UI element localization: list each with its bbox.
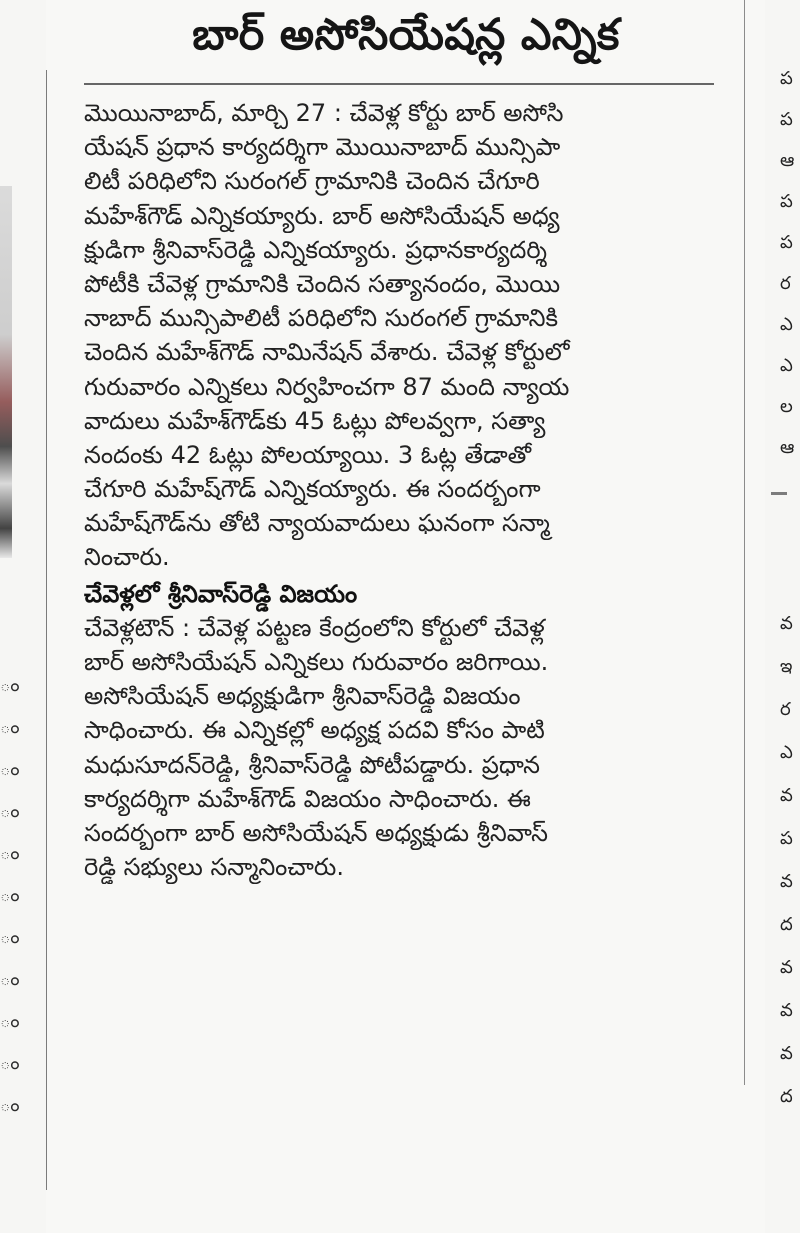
adjacent-text-fragment: ర [780,273,791,294]
adjacent-text-fragment: ఇ [780,656,793,677]
paragraph-2-line: బార్ అసోసియేషన్ ఎన్నికలు గురువారం జరిగాయి. [84,648,549,676]
adjacent-text-fragment: ల [780,396,793,417]
adjacent-text-fragment: ద [780,1086,793,1107]
adjacent-text-fragment: ప [780,232,793,253]
adjacent-text-fragment: ం [0,717,20,738]
paragraph-1-line: నించారు. [84,543,170,572]
adjacent-text-fragment: వ [780,957,793,978]
adjacent-text-fragment: వ [780,785,793,806]
adjacent-text-fragment: ం [0,1095,20,1116]
adjacent-text-fragment: ం [0,801,20,822]
left-adjacent-text-fragments [0,665,20,1127]
paragraph-1-line: పోటీకి చేవెళ్ల గ్రామానికి చెందిన సత్యానందం, మొయి [84,269,561,298]
paragraph-2-line: సాధించారు. ఈ ఎన్నికల్లో అధ్యక్ష పదవి కోసం పాటి [84,716,545,745]
paragraph-1-line: చేగూరి మహేష్‌గౌడ్ ఎన్నికయ్యారు. ఈ సందర్భంగా [84,475,541,504]
paragraph-1-line: యేషన్ ప్రధాన కార్యదర్శిగా మొయినాబాద్ మున్సిపా [84,133,561,162]
adjacent-text-fragment: ప [780,828,793,849]
adjacent-text-fragment: ం [0,1011,20,1032]
adjacent-text-fragment: ర [780,699,791,720]
paragraph-2-line: సందర్భంగా బార్ అసోసియేషన్ అధ్యక్షుడు శ్రీనివాస్ [84,818,548,847]
adjacent-text-fragment: వ [780,1000,793,1021]
paragraph-1-line: చెందిన మహేశ్‌గౌడ్ నామినేషన్ వేశారు. చేవెళ్ల కోర్టులో [84,338,570,367]
paragraph-2-line: అసోసియేషన్ అధ్యక్షుడిగా శ్రీనివాస్‌రెడ్డి విజయం [84,682,521,711]
adjacent-text-fragment: ప [780,68,793,89]
adjacent-text-fragment: ప [780,109,793,130]
adjacent-text-fragment: వ [780,613,793,634]
adjacent-text-fragment: ఎ [780,742,793,763]
adjacent-text-fragment: ం [0,969,20,990]
adjacent-text-fragment: ం [0,927,20,948]
paragraph-1-line: గురువారం ఎన్నికలు నిర్వహించగా 87 మంది న్యాయ [84,372,570,401]
paragraph-1-line: మొయినాబాద్, మార్చి 27 : చేవెళ్ల కోర్టు బార్ అసోసి [84,99,564,127]
paragraph-2-line: కార్యదర్శిగా మహేశ్‌గౌడ్ విజయం సాధించారు. ఈ [84,784,531,813]
adjacent-text-fragment: ం [0,1053,20,1074]
adjacent-text-fragment: ం [0,675,20,696]
paragraph-2 [84,611,724,885]
adjacent-text-fragment: ం [0,885,20,906]
left-column-rule [46,70,47,1190]
adjacent-text-fragment: వ [780,1043,793,1064]
paragraph-2-line: రెడ్డి సభ్యులు సన్మానించారు. [84,853,344,882]
right-column-rule [744,0,745,1085]
adjacent-text-fragment: ద [780,914,793,935]
paragraph-2-line: మధుసూదన్‌రెడ్డి, శ్రీనివాస్‌రెడ్డి పోటీపడ్డారు. ప్రధాన [84,750,540,779]
adjacent-text-fragment: ఆ [780,437,795,458]
right-column-dash [771,492,787,495]
adjacent-text-fragment: ం [0,759,20,780]
paragraph-1-line: లిటీ పరిధిలోని సురంగల్ గ్రామానికి చెందిన చేగూరి [84,167,540,196]
right-adjacent-text-fragments-bottom [780,602,800,1118]
article-headline: బార్ అసోసియేషన్ల ఎన్నిక [192,10,620,60]
paragraph-1-line: మహేష్‌గౌడ్‌ను తోటి న్యాయవాదులు ఘనంగా సన్మా [84,509,550,538]
paragraph-2-line: చేవెళ్లటౌన్ : చేవెళ్ల పట్టణ కేంద్రంలోని కోర్టులో చేవెళ్ల [84,613,545,642]
paragraph-1-line: వాదులు మహేశ్‌గౌడ్‌కు 45 ఓట్లు పోలవ్వగా, సత్యా [84,406,546,435]
adjacent-text-fragment: ఎ [780,355,793,376]
paragraph-1-line: నాబాద్ మున్సిపాలిటీ పరిధిలోని సురంగల్ గ్రామానికి [84,304,558,333]
article-subhead: చేవెళ్లలో శ్రీనివాస్‌రెడ్డి విజయం [84,579,358,608]
adjacent-text-fragment: వ [780,871,793,892]
adjacent-text-fragment: ం [0,843,20,864]
right-adjacent-text-fragments-top [780,58,800,468]
adjacent-text-fragment: ఆ [780,150,795,171]
paragraph-1-line: నందంకు 42 ఓట్లు పోలయ్యాయి. 3 ఓట్ల తేడాతో [84,440,532,469]
headline-underline [84,83,714,85]
paragraph-1-line: క్షుడిగా శ్రీనివాస్‌రెడ్డి ఎన్నికయ్యారు. ప్రధానకార్యదర్శి [84,235,547,264]
adjacent-text-fragment: ఎ [780,314,793,335]
article-body [84,96,724,884]
paragraph-1 [84,96,724,575]
left-adjacent-photo [0,186,12,558]
adjacent-text-fragment: ప [780,191,793,212]
paragraph-1-line: మహేశ్‌గౌడ్ ఎన్నికయ్యారు. బార్ అసోసియేషన్ అధ్య [84,201,560,230]
